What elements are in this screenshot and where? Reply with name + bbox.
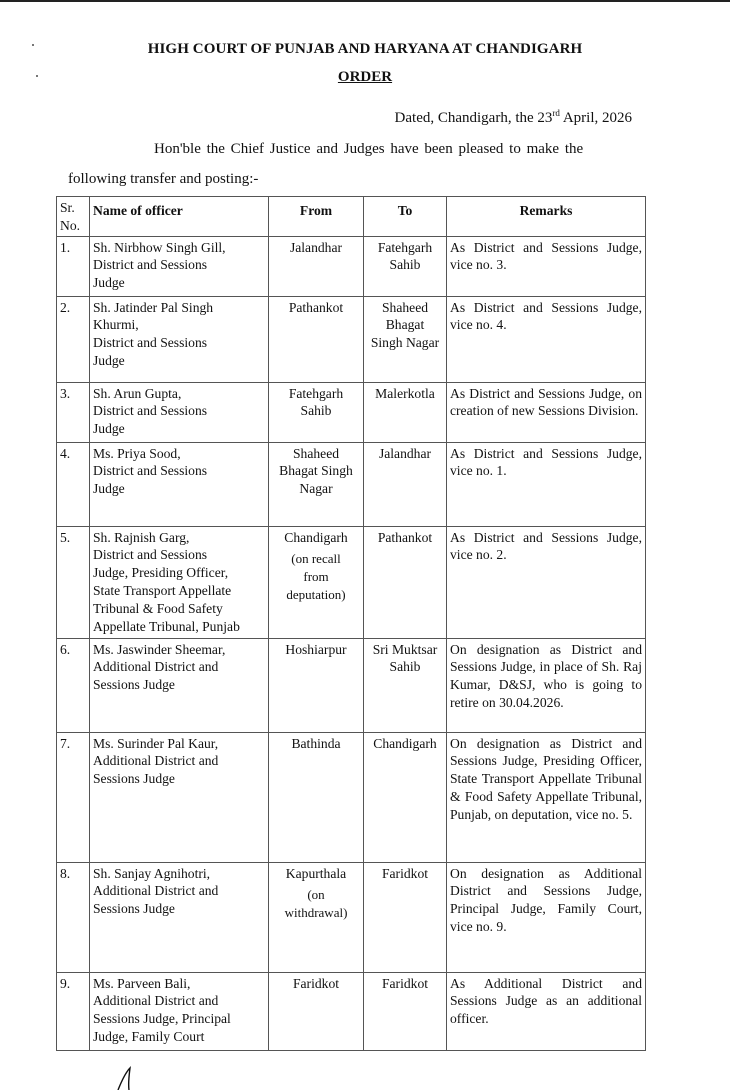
- officer-name-line: Khurmi,: [93, 317, 139, 333]
- officer-name-line: District and Sessions: [93, 463, 208, 479]
- to-line: Bhagat: [385, 317, 425, 333]
- from-note-line: (on recall: [291, 551, 341, 567]
- cell-sr-no: 8.: [57, 862, 90, 972]
- intro-line-1: Hon'ble the Chief Justice and Judges have been pleased to make the: [154, 141, 584, 157]
- table-header-row: [57, 197, 646, 237]
- from-note-line: deputation): [286, 587, 346, 603]
- cell-officer-name: [90, 862, 269, 972]
- officer-name-line: Judge: [93, 421, 125, 437]
- to-line: Jalandhar: [378, 445, 432, 461]
- officer-name-line: Judge: [93, 481, 125, 497]
- cell-remarks: As District and Sessions Judge, vice no. 2.: [447, 526, 646, 638]
- cell-remarks: As District and Sessions Judge, on creation of new Sessions Division.: [447, 382, 646, 442]
- officer-name-line: Ms. Surinder Pal Kaur,: [93, 735, 219, 751]
- officer-name-line: Sessions Judge: [93, 771, 175, 787]
- cell-to: [364, 862, 447, 972]
- cell-to: [364, 638, 447, 732]
- officer-name-line: Judge, Family Court: [93, 1028, 205, 1044]
- cell-officer-name: [90, 296, 269, 382]
- from-line: Chandigarh: [284, 529, 348, 545]
- date-prefix: Dated, Chandigarh, the 23: [394, 110, 553, 126]
- cell-officer-name: [90, 972, 269, 1050]
- to-line: Sahib: [389, 257, 421, 273]
- cell-sr-no: 5.: [57, 526, 90, 638]
- cell-from: [269, 296, 364, 382]
- cell-officer-name: [90, 732, 269, 862]
- from-line: Faridkot: [292, 975, 340, 991]
- header-sr-no: [57, 197, 90, 237]
- cell-from: [269, 862, 364, 972]
- cell-to: [364, 442, 447, 526]
- to-line: Pathankot: [377, 529, 433, 545]
- from-line: Pathankot: [288, 299, 344, 315]
- to-line: Sahib: [389, 659, 421, 675]
- cell-officer-name: [90, 638, 269, 732]
- header-from: From: [269, 197, 364, 237]
- order-date: [395, 108, 632, 127]
- cell-officer-name: [90, 382, 269, 442]
- officer-name-line: Sessions Judge: [93, 901, 175, 917]
- date-rest: April, 2026: [559, 110, 632, 126]
- officer-name-line: Tribunal & Food Safety: [93, 600, 223, 616]
- officer-name-line: Ms. Jaswinder Sheemar,: [93, 641, 226, 657]
- cell-remarks: On designation as District and Sessions Judge, Presiding Officer, State Transport Appellate Tribunal & Food Safety Appellate Tribunal, Punjab, on deputation, vice no. 5.: [447, 732, 646, 862]
- officer-name-line: District and Sessions: [93, 403, 208, 419]
- date-ordinal: rd: [552, 108, 560, 118]
- cell-from: [269, 972, 364, 1050]
- table-row: [57, 638, 646, 732]
- transfer-table: [56, 196, 646, 1051]
- table-body: [57, 236, 646, 1050]
- to-line: Fatehgarh: [377, 239, 433, 255]
- cell-from: [269, 638, 364, 732]
- officer-name-line: Additional District and: [93, 659, 219, 675]
- from-note-line: from: [303, 569, 329, 585]
- cell-officer-name: [90, 442, 269, 526]
- cell-sr-no: 6.: [57, 638, 90, 732]
- cell-sr-no: 7.: [57, 732, 90, 862]
- officer-name-line: Sh. Arun Gupta,: [93, 385, 182, 401]
- to-line: Malerkotla: [375, 385, 435, 401]
- from-line: Hoshiarpur: [285, 641, 347, 657]
- cell-officer-name: [90, 526, 269, 638]
- cell-to: [364, 296, 447, 382]
- cell-remarks: As District and Sessions Judge, vice no. 3.: [447, 236, 646, 296]
- cell-from: [269, 382, 364, 442]
- table-row: [57, 862, 646, 972]
- to-line: Chandigarh: [373, 735, 437, 751]
- to-line: Faridkot: [381, 975, 429, 991]
- table-row: [57, 732, 646, 862]
- officer-name-line: Sh. Nirbhow Singh Gill,: [93, 239, 226, 255]
- cell-from: [269, 732, 364, 862]
- table-row: [57, 296, 646, 382]
- officer-name-line: Additional District and: [93, 883, 219, 899]
- table-row: [57, 382, 646, 442]
- officer-name-line: Ms. Parveen Bali,: [93, 975, 191, 991]
- cell-sr-no: 4.: [57, 442, 90, 526]
- officer-name-line: Additional District and: [93, 753, 219, 769]
- table-row: [57, 526, 646, 638]
- from-note-line: (on: [307, 887, 325, 903]
- table-row: [57, 442, 646, 526]
- cell-sr-no: 3.: [57, 382, 90, 442]
- officer-name-line: Ms. Priya Sood,: [93, 445, 181, 461]
- cell-remarks: As Additional District and Sessions Judge as an additional officer.: [447, 972, 646, 1050]
- to-line: Sri Muktsar: [372, 641, 438, 657]
- from-line: Shaheed: [292, 445, 340, 461]
- table-row: [57, 236, 646, 296]
- to-line: Singh Nagar: [370, 335, 440, 351]
- from-line: Jalandhar: [289, 239, 343, 255]
- header-remarks: Remarks: [447, 197, 646, 237]
- from-line: Bhagat Singh: [279, 463, 353, 479]
- officer-name-line: District and Sessions: [93, 257, 208, 273]
- cell-from: [269, 442, 364, 526]
- cell-to: [364, 236, 447, 296]
- cell-from: [269, 236, 364, 296]
- cell-from: [269, 526, 364, 638]
- header-sr-b: No.: [60, 217, 81, 233]
- from-line: Sahib: [300, 403, 332, 419]
- officer-name-line: State Transport Appellate: [93, 582, 232, 598]
- order-title-text: ORDER: [337, 69, 393, 85]
- cell-remarks: On designation as Additional District and Sessions Judge, Principal Judge, Family Court, vice no. 9.: [447, 862, 646, 972]
- from-note: [272, 546, 360, 604]
- top-border-line: [0, 0, 730, 2]
- officer-name-line: Sh. Sanjay Agnihotri,: [93, 865, 211, 881]
- court-heading: HIGH COURT OF PUNJAB AND HARYANA AT CHANDIGARH: [147, 41, 583, 57]
- handwritten-mark: [112, 1066, 142, 1090]
- cell-to: [364, 732, 447, 862]
- cell-sr-no: 1.: [57, 236, 90, 296]
- officer-name-line: Sh. Rajnish Garg,: [93, 529, 190, 545]
- from-note-line: withdrawal): [284, 905, 348, 921]
- officer-name-line: Judge, Presiding Officer,: [93, 565, 229, 581]
- order-title: [0, 69, 730, 86]
- from-line: Nagar: [299, 481, 333, 497]
- cell-to: [364, 526, 447, 638]
- cell-remarks: As District and Sessions Judge, vice no. 4.: [447, 296, 646, 382]
- officer-name-line: District and Sessions: [93, 547, 208, 563]
- officer-name-line: Additional District and: [93, 993, 219, 1009]
- intro-line-2: following transfer and posting:-: [68, 171, 259, 187]
- header-to: To: [364, 197, 447, 237]
- cell-remarks: As District and Sessions Judge, vice no. 1.: [447, 442, 646, 526]
- officer-name-line: Appellate Tribunal, Punjab: [93, 618, 240, 634]
- officer-name-line: District and Sessions: [93, 335, 208, 351]
- cell-to: [364, 382, 447, 442]
- cell-remarks: On designation as District and Sessions Judge, in place of Sh. Raj Kumar, D&SJ, who is going to retire on 30.04.2026.: [447, 638, 646, 732]
- table-row: [57, 972, 646, 1050]
- officer-name-line: Sessions Judge: [93, 677, 175, 693]
- from-note: [272, 882, 360, 922]
- to-line: Faridkot: [381, 865, 429, 881]
- cell-to: [364, 972, 447, 1050]
- to-line: Shaheed: [381, 299, 429, 315]
- cell-sr-no: 9.: [57, 972, 90, 1050]
- cell-sr-no: 2.: [57, 296, 90, 382]
- officer-name-line: Sessions Judge, Principal: [93, 1011, 231, 1027]
- header-name: Name of officer: [90, 197, 269, 237]
- officer-name-line: Judge: [93, 275, 125, 291]
- officer-name-line: Sh. Jatinder Pal Singh: [93, 299, 214, 315]
- from-line: Fatehgarh: [288, 385, 344, 401]
- officer-name-line: Judge: [93, 352, 125, 368]
- cell-officer-name: [90, 236, 269, 296]
- from-line: Bathinda: [291, 735, 341, 751]
- from-line: Kapurthala: [285, 865, 347, 881]
- header-sr-a: Sr.: [60, 200, 75, 215]
